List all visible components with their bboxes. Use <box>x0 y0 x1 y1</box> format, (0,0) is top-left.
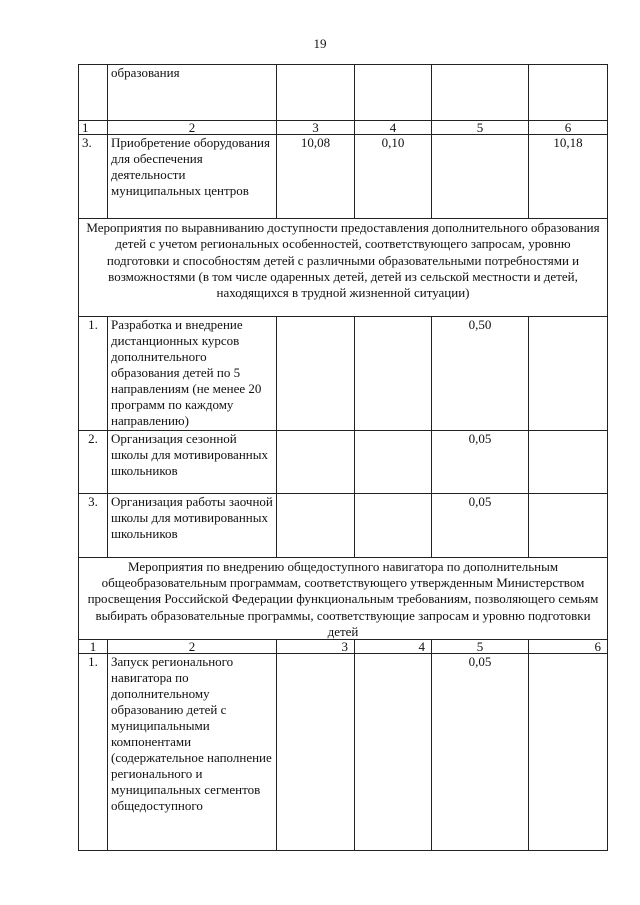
page-number: 19 <box>313 36 327 51</box>
cell-col6 <box>529 494 608 558</box>
cell-col6: 10,18 <box>529 135 608 219</box>
cell-col5 <box>432 135 529 219</box>
cell-col6 <box>529 317 608 431</box>
table-row <box>79 65 608 121</box>
cell-num: 2. <box>79 431 108 494</box>
table-row <box>79 654 608 851</box>
header-cell-6: 6 <box>529 640 608 654</box>
table-row <box>79 317 608 431</box>
cell-col4 <box>355 65 432 121</box>
cell-num: 3. <box>79 135 108 219</box>
cell-col5: 0,05 <box>432 654 529 851</box>
cell-col5: 0,05 <box>432 494 529 558</box>
column-header-row <box>79 121 608 135</box>
cell-col5: 0,05 <box>432 431 529 494</box>
section-heading: Мероприятия по выравниванию доступности предоставления дополнительного образования детей с учетом региональных особенностей, соответствующего запросам, уровню подготовки и способностям детей с различными образовательными потребностями и возможностями (в том числе одаренных детей, детей из сельской местности и детей, находящихся в трудной жизненной ситуации) <box>79 219 608 317</box>
cell-activity: Разработка и внедрение дистанционных курсов дополнительного образования детей по 5 направлениям (не менее 20 программ по каждому направлению) <box>108 317 277 431</box>
cell-col6 <box>529 654 608 851</box>
cell-activity: Приобретение оборудования для обеспечения деятельности муниципальных центров <box>108 135 277 219</box>
header-cell-4: 4 <box>355 121 432 135</box>
cell-num: 1. <box>79 317 108 431</box>
cell-col3: 10,08 <box>277 135 355 219</box>
table-row <box>79 494 608 558</box>
cell-col3 <box>277 654 355 851</box>
cell-activity: Организация сезонной школы для мотивированных школьников <box>108 431 277 494</box>
header-cell-1: 1 <box>79 121 108 135</box>
cell-num <box>79 65 108 121</box>
cell-activity: образования <box>108 65 277 121</box>
cell-activity: Организация работы заочной школы для мотивированных школьников <box>108 494 277 558</box>
section-heading: Мероприятия по внедрению общедоступного навигатора по дополнительным общеобразовательным программам, соответствующего утвержденным Министерством просвещения Российской Федерации функциональным требованиям, позволяющего семьям выбирать образовательные программы, соответствующие запросам и уровню подготовки детей <box>79 558 608 640</box>
table-row <box>79 431 608 494</box>
header-cell-5: 5 <box>432 640 529 654</box>
header-cell-5: 5 <box>432 121 529 135</box>
cell-col6 <box>529 431 608 494</box>
header-cell-1: 1 <box>79 640 108 654</box>
cell-col4 <box>355 317 432 431</box>
cell-num: 1. <box>79 654 108 851</box>
cell-col3 <box>277 317 355 431</box>
cell-col4 <box>355 494 432 558</box>
header-cell-2: 2 <box>108 121 277 135</box>
section-heading-row <box>79 219 608 317</box>
section-heading-row <box>79 558 608 640</box>
cell-col3 <box>277 494 355 558</box>
cell-col5 <box>432 65 529 121</box>
cell-col3 <box>277 65 355 121</box>
cell-col5: 0,50 <box>432 317 529 431</box>
cell-activity: Запуск регионального навигатора по дополнительному образованию детей с муниципальными компонентами (содержательное наполнение регионального и муниципальных сегментов общедоступного <box>108 654 277 851</box>
cell-col4 <box>355 654 432 851</box>
cell-num: 3. <box>79 494 108 558</box>
cell-col4: 0,10 <box>355 135 432 219</box>
cell-col6 <box>529 65 608 121</box>
header-cell-4: 4 <box>355 640 432 654</box>
cell-col3 <box>277 431 355 494</box>
header-cell-3: 3 <box>277 121 355 135</box>
header-cell-6: 6 <box>529 121 608 135</box>
column-header-row <box>79 640 608 654</box>
funding-table <box>78 64 608 851</box>
cell-col4 <box>355 431 432 494</box>
header-cell-3: 3 <box>277 640 355 654</box>
header-cell-2: 2 <box>108 640 277 654</box>
table-row <box>79 135 608 219</box>
